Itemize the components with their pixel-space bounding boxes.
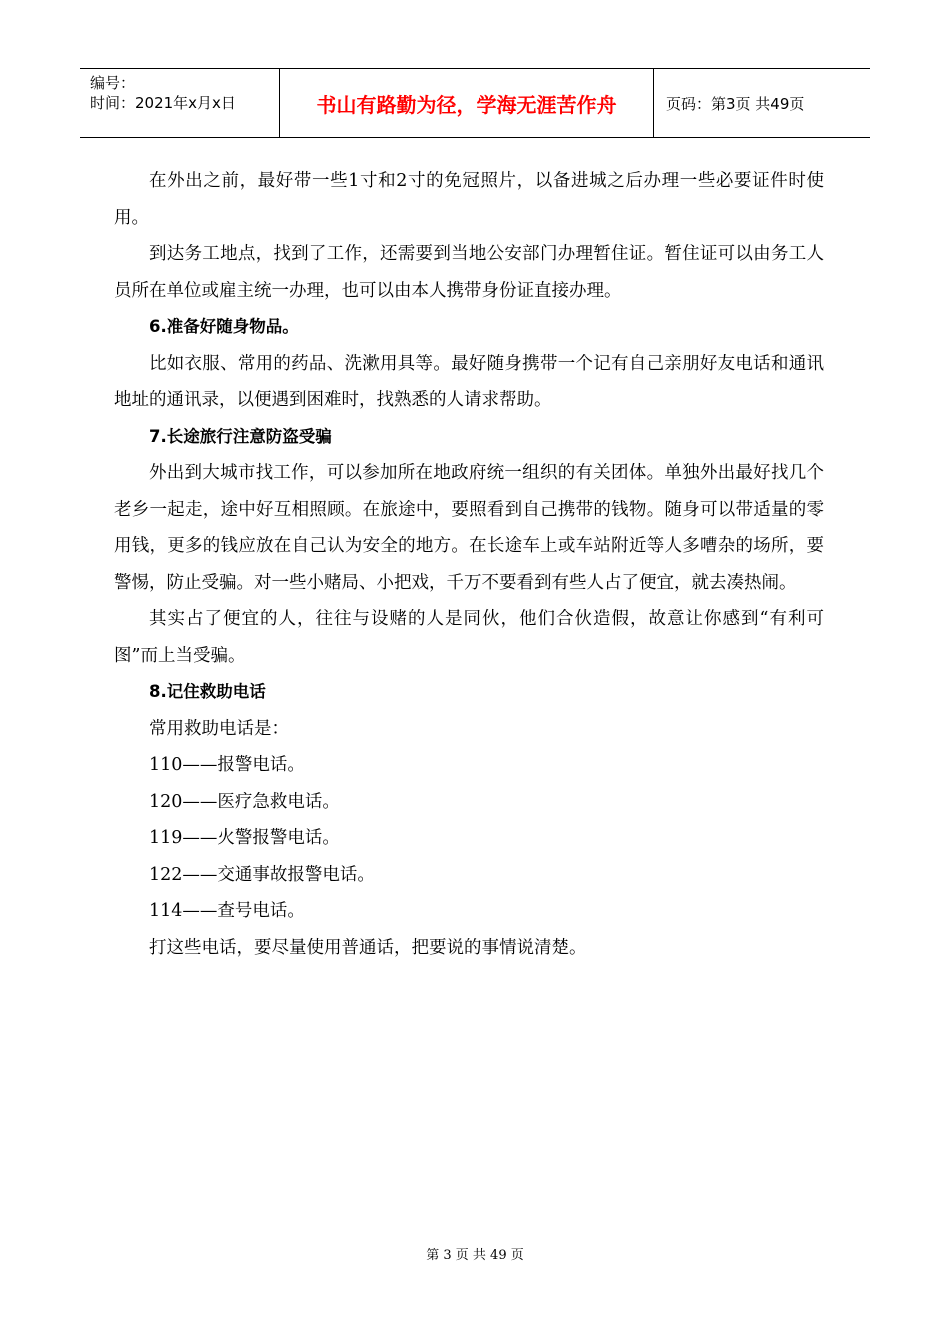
header-page-info: 页码：第3页 共49页 [666, 94, 805, 113]
section-heading: 7.长途旅行注意防盗受骗 [149, 426, 332, 446]
page-footer: 第 3 页 共 49 页 [426, 1248, 524, 1263]
hotline-item: 114——查号电话。 [149, 901, 305, 921]
hotline-item: 120——医疗急救电话。 [149, 791, 340, 812]
header-motto: 书山有路勤为径，学海无涯苦作舟 [280, 69, 654, 137]
section-heading: 6.准备好随身物品。 [149, 317, 299, 336]
hotline-intro: 常用救助电话是： [149, 718, 289, 739]
paragraph: 其实占了便宜的人，往往与设赌的人是同伙，他们合伙造假，故意让你感到“有利可图”而上当受骗。 [114, 609, 824, 666]
hotline-item: 119——火警报警电话。 [149, 828, 340, 848]
document-body [114, 163, 824, 966]
hotline-item: 110——报警电话。 [149, 755, 305, 775]
paragraph: 比如衣服、常用的药品、洗漱用具等。最好随身携带一个记有自己亲朋好友电话和通讯地址的通讯录，以便遇到困难时，找熟悉的人请求帮助。 [114, 353, 824, 410]
header-meta [80, 69, 280, 137]
document-number-label: 编号： [90, 74, 136, 92]
document-date: 时间：2021年x月x日 [90, 94, 236, 112]
hotline-item: 122——交通事故报警电话。 [149, 864, 375, 885]
paragraph: 外出到大城市找工作，可以参加所在地政府统一组织的有关团体。单独外出最好找几个老乡一起走，途中好互相照顾。在旅途中，要照看到自己携带的钱物。随身可以带适量的零用钱，更多的钱应放在自己认为安全的地方。在长途车上或车站附近等人多嘈杂的场所，要警惕，防止受骗。对一些小赌局、小把戏，千万不要看到有些人占了便宜，就去凑热闹。 [114, 463, 824, 593]
page-header [80, 68, 870, 138]
closing-paragraph: 打这些电话，要尽量使用普通话，把要说的事情说清楚。 [149, 937, 587, 958]
paragraph: 在外出之前，最好带一些1寸和2寸的免冠照片，以备进城之后办理一些必要证件时使用。 [114, 171, 824, 228]
section-heading: 8.记住救助电话 [149, 682, 266, 701]
paragraph: 到达务工地点，找到了工作，还需要到当地公安部门办理暂住证。暂住证可以由务工人员所在单位或雇主统一办理，也可以由本人携带身份证直接办理。 [114, 244, 824, 301]
